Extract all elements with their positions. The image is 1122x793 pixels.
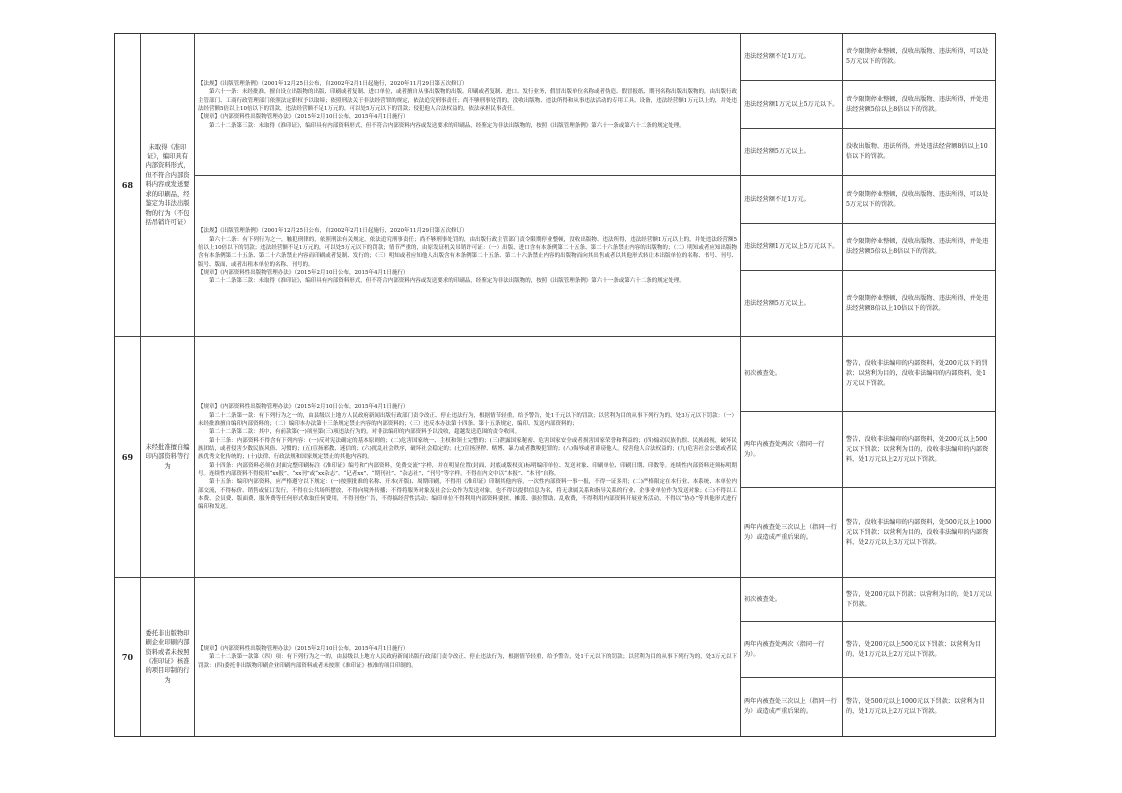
basis-paragraph: 【法规】《出版管理条例》（2001年12月25日公布，自2002年2月1日起施行，2020年11月29日第五次修订） [198, 80, 468, 87]
basis-paragraph: 第六十一条：未经批准，擅自设立出版物的出版、印刷或者复制、进口单位，或者擅自从事出版物的出版、印刷或者复制、进口、发行业务，假冒出版单位名称或者伪造、假冒报纸、期刊名称出版出版物的，由出版行政主管部门、工商行政管理部门依照法定职权予以取缔；依照刑法关于非法经营罪的规定，依法追究刑事责任；尚不够刑事处罚的，没收出版物、违法所得和从事违法活动的专用工具、设备，违法经营额1万元以上的，并处违法经营额5倍以上10倍以下的罚款，违法经营额不足1万元的，可以处5万元以下的罚款；侵犯他人合法权益的，依法承担民事责任。 [198, 89, 738, 112]
condition-cell: 违法经营额不足1万元。 [741, 34, 843, 81]
basis-paragraph: 第十五条：编印内部资料，应严格遵守以下规定：(一)按照批准的名称、开本(开版)、周期印刷，不得用《准印证》印制其他内容，一次性内部资料一事一报，不得一证多用；(二)严格限定在本行业、本系统、本单位内部交流，不得标价、销售或征订发行，不得在公共场所摆放，不得向境外传播；不得将服务对象及社会公众作为发送对象，也不得以提供信息为名，将无隶属关系和指导关系的行业、企事业单位作为发送对象；(三)不得以工本费、会员费、版面费、服务费等任何形式收取任何费用，不得刊登广告，不得搞经营性活动；编印单位不得利用内部资料要挟、摊派、强拉赞助、乱收费，不得利用内部资料开展业务活动，不得以“协办”等其他形式进行编印和发送。 [198, 479, 737, 511]
basis-paragraph: 第二十二条第三款：未取得《准印证》，编印具有内部资料形式，但不符合内部资料内容或发送要求的印刷品，经鉴定为非法出版物的，按照《出版管理条例》第六十一条或第六十二条的规定处理。 [209, 278, 685, 285]
row-69-item: 未经批准擅自编印内部资料等行为 [141, 337, 195, 578]
penalty-cell: 责令限期停业整顿，没收出版物、违法所得，并处违法经营额5倍以上8倍以下的罚款。 [843, 81, 995, 129]
basis-paragraph: 第二十二条第一款：有下列行为之一的，由县级以上地方人民政府新闻出版行政部门责令改正、停止违法行为，根据情节轻重，给予警告，处1千元以下的罚款；以营利为目的从事下列行为的，处3万元以下罚款：（一）未经批准擅自编印内部资料的；（二）编印本办法第十三条规定禁止内容的内部资料的；（三）违反本办法第十四条、第十五条规定，编印、发送内部资料的； [198, 412, 737, 427]
condition-cell: 两年内被查处三次以上（指同一行为）或造成严重后果的。 [741, 488, 843, 578]
basis-paragraph: 第二十二条第一款第（四）项：有下列行为之一的，由县级以上地方人民政府新闻出版行政部门责令改正、停止违法行为，根据情节轻重，给予警告，处1千元以下的罚款；以营利为目的从事下列行为的，处3万元以下罚款：(四)委托非出版物印刷企业印刷内部资料或者未按照《准印证》核准的项目印制的。 [198, 654, 737, 669]
basis-paragraph: 【规章】《内部资料性出版物管理办法》（2015年2月10日公布，2015年4月1日施行） [198, 114, 409, 121]
condition-cell: 违法经营额5万元以上。 [741, 129, 843, 176]
penalty-cell: 责令限期停业整顿，没收出版物、违法所得，并处违法经营额8倍以上10倍以下的罚款。 [843, 271, 995, 337]
condition-cell: 违法经营额5万元以上。 [741, 271, 843, 337]
row-70-number: 70 [115, 578, 141, 736]
penalty-cell: 警告，没收非法编印的内部资料，处500元以上1000元以下罚款；以营利为目的，没收非法编印的内部资料，处2万元以上3万元以下罚款。 [843, 488, 995, 578]
basis-paragraph: 【规章】《内部资料性出版物管理办法》（2015年2月10日公布，2015年4月1日施行） [198, 645, 409, 652]
condition-cell: 违法经营额1万元以上5万元以下。 [741, 81, 843, 129]
condition-cell: 违法经营额1万元以上5万元以下。 [741, 224, 843, 271]
row-68-basis-2 [195, 176, 741, 337]
basis-paragraph: 【规章】《内部资料性出版物管理办法》（2015年2月10日公布，2015年4月1日施行） [198, 270, 409, 277]
condition-cell: 初次被查处。 [741, 337, 843, 412]
basis-paragraph: 【法规】《出版管理条例》（2001年12月25日公布，自2002年2月1日起施行，2020年11月29日第五次修订） [198, 228, 468, 235]
penalty-cell: 警告，没收非法编印的内部资料，处200元以下的罚款；以营利为目的，没收非法编印的内部资料，处1万元以下罚款。 [843, 337, 995, 412]
penalty-standard-table [114, 33, 996, 737]
row-70-basis [195, 578, 741, 736]
condition-cell: 初次被查处。 [741, 578, 843, 622]
penalty-cell: 责令限期停业整顿，没收出版物、违法所得，并处违法经营额5倍以上8倍以下的罚款。 [843, 224, 995, 271]
row-68-item: 未取得《准印证》，编印具有内部资料形式，但不符合内部资料内容或发送要求的印刷品，经鉴定为非法出版物的行为（不包括吊销许可证） [141, 34, 195, 337]
penalty-cell: 警告，处200元以上500元以下罚款；以营利为目的，处1万元以上2万元以下罚款。 [843, 622, 995, 678]
condition-cell: 两年内被查处两次（指同一行为）。 [741, 412, 843, 488]
penalty-cell: 警告，没收非法编印的内部资料，处200元以上500元以下罚款；以营利为目的，没收非法编印的内部资料，处1万元以上2万元以下罚款。 [843, 412, 995, 488]
row-69-number: 69 [115, 337, 141, 578]
condition-cell: 违法经营额不足1万元。 [741, 176, 843, 224]
penalty-cell: 警告，处500元以上1000元以下罚款；以营利为目的，处1万元以上2万元以下罚款。 [846, 698, 985, 715]
basis-paragraph: 第二十二条第二款：其中，有前款第(一)项至第(三)项违法行为的，对非法编印的内部资料予以没收，超越发送范围的责令收回。 [209, 429, 521, 436]
row-68-number: 68 [115, 34, 141, 337]
penalty-cell: 责令限期停业整顿，没收出版物、违法所得，可以处5万元以下的罚款。 [843, 176, 995, 224]
penalty-cell: 没收出版物、违法所得，并处违法经营额8倍以上10倍以下的罚款。 [843, 129, 995, 176]
basis-paragraph: 第十三条：内部资料不得含有下列内容：(一)反对宪法确定的基本原则的；(二)危害国家统一、主权和领土完整的；(三)泄露国家秘密、危害国家安全或者损害国家荣誉和利益的；(四)煽动民族仇恨、民族歧视，破坏民族团结，或者侵害少数民族风俗、习惯的；(五)宣扬邪教、迷信的；(六)扰乱社会秩序，破坏社会稳定的；(七)宣扬淫秽、赌博、暴力或者教唆犯罪的；(八)侮辱或者诽谤他人，侵害他人合法权益的；(九)危害社会公德或者民族优秀文化传统的；(十)法律、行政法规和国家规定禁止的其他内容的。 [198, 437, 737, 461]
penalty-cell: 责令限期停业整顿，没收出版物、违法所得，可以处5万元以下的罚款。 [843, 34, 995, 81]
condition-cell: 两年内被查处两次（指同一行为）。 [741, 622, 843, 678]
row-68-basis-1 [195, 34, 741, 176]
penalty-cell: 警告，处200元以下罚款；以营利为目的，处1万元以下罚款。 [843, 578, 995, 622]
condition-cell: 两年内被查处三次以上（指同一行为）或造成严重后果的。 [741, 678, 843, 736]
basis-paragraph: 第二十二条第三款：未取得《准印证》，编印具有内部资料形式，但不符合内部资料内容或发送要求的印刷品，经鉴定为非法出版物的，按照《出版管理条例》第六十一条或第六十二条的规定处理。 [209, 122, 685, 129]
basis-paragraph: 第十四条：内部资料必须在封面完整印刷标注《准印证》编号和“内部资料，免费交流”字样，并在明显位置(封面、封底或版权页)标明编印单位、发送对象、印刷单位、印刷日期、印数等。连续性内部资料还须标明期号。连续性内部资料不得使用“xx报”、“xx刊”或“xx杂志”、“记者xx”、“期刊社”、“杂志社”、“刊号”等字样，不得在内文中以“本报”、“本刊”自称。 [198, 462, 737, 478]
row-70-item: 委托非出版物印刷企业印刷内部资料或者未按照《准印证》核准的项目印制的行为 [141, 578, 195, 736]
row-69-basis [195, 337, 741, 578]
basis-paragraph: 【规章】《内部资料性出版物管理办法》（2015年2月10日公布，2015年4月1日施行） [198, 404, 409, 411]
basis-paragraph: 第六十二条：有下列行为之一，触犯刑律的，依照刑法有关规定，依法追究刑事责任；尚不够刑事处罚的，由出版行政主管部门责令限期停业整顿，没收出版物、违法所得，违法经营额1万元以上的，并处违法经营额5倍以上10倍以下的罚款；违法经营额不足1万元的，可以处5万元以下的罚款；情节严重的，由原发证机关吊销许可证：（一）出版、进口含有本条例第二十五条、第二十六条禁止内容的出版物的；（二）明知或者应知出版物含有本条例第二十五条、第二十六条禁止内容而印刷或者复制、发行的；（三）明知或者应知他人出版含有本条例第二十五条、第二十六条禁止内容的出版物而向其出售或者以其他形式转让本出版单位的名称、书号、刊号、版号、版面，或者出租本单位的名称、刊号的。 [198, 236, 737, 268]
